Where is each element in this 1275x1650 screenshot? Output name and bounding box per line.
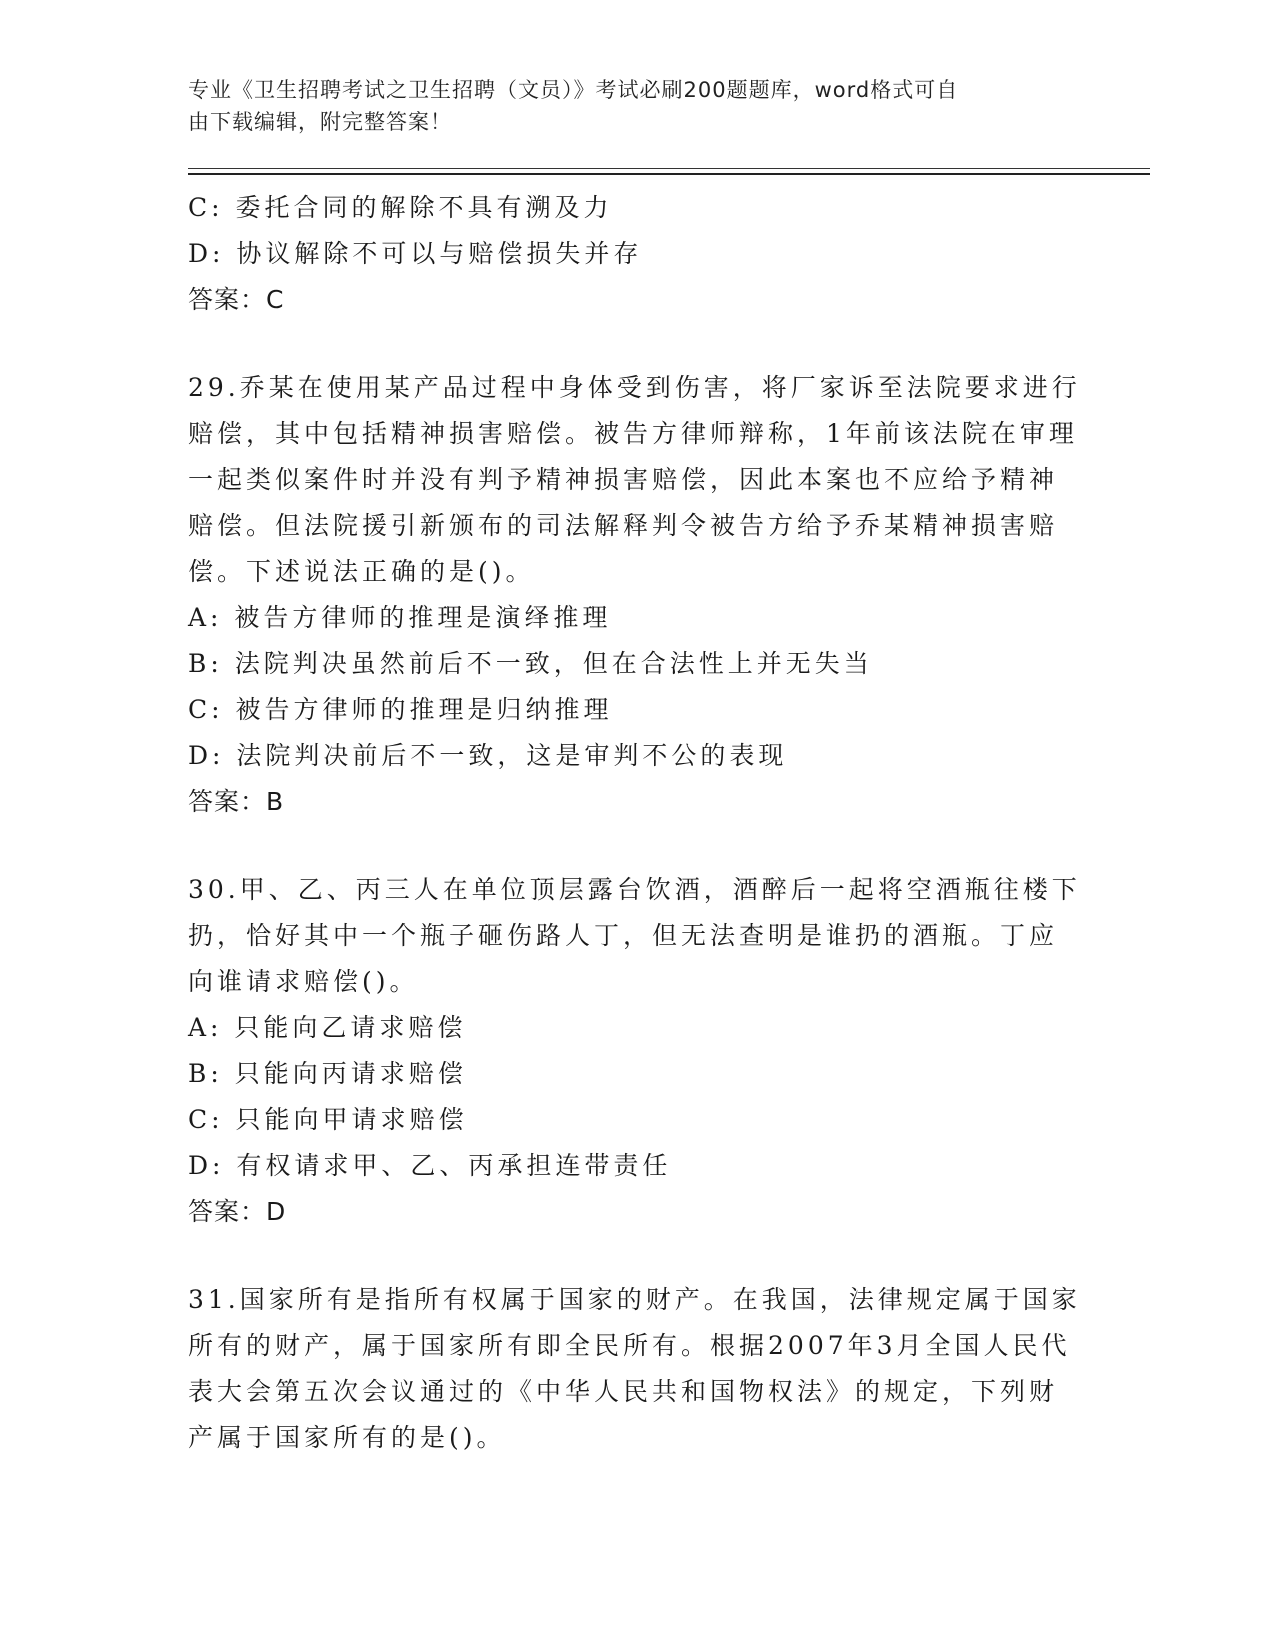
question-text-line: 31.国家所有是指所有权属于国家的财产。在我国，法律规定属于国家: [188, 1285, 1081, 1314]
option-b: B: 法院判决虽然前后不一致，但在合法性上并无失当: [188, 649, 873, 678]
option-a: A: 只能向乙请求赔偿: [188, 1013, 467, 1042]
option-d: D: 有权请求甲、乙、丙承担连带责任: [188, 1151, 672, 1180]
option-c: C: 委托合同的解除不具有溯及力: [188, 193, 613, 222]
document-header: [188, 74, 1068, 138]
answer-line: 答案：C: [188, 285, 285, 314]
question-text: [188, 365, 1088, 595]
option-d: D: 法院判决前后不一致，这是审判不公的表现: [188, 741, 788, 770]
document-body: [188, 185, 1088, 1461]
question-text: [188, 1277, 1088, 1461]
header-title-line-2: 由下载编辑，附完整答案！: [188, 110, 452, 134]
question-text-line: 产属于国家所有的是()。: [188, 1423, 506, 1452]
question-text-line: 扔，恰好其中一个瓶子砸伤路人丁，但无法查明是谁扔的酒瓶。丁应: [188, 921, 1059, 950]
question-text-line: 一起类似案件时并没有判予精神损害赔偿，因此本案也不应给予精神: [188, 465, 1059, 494]
question-text-line: 29.乔某在使用某产品过程中身体受到伤害，将厂家诉至法院要求进行: [188, 373, 1081, 402]
prev-question-tail: [188, 185, 1088, 323]
header-divider-thick: [188, 173, 1150, 175]
question-31: [188, 1277, 1088, 1461]
header-title-line-1: 专业《卫生招聘考试之卫生招聘（文员）》考试必刷200题题库，word格式可自: [188, 78, 959, 102]
question-text-line: 向谁请求赔偿()。: [188, 967, 419, 996]
option-d: D: 协议解除不可以与赔偿损失并存: [188, 239, 643, 268]
question-text-line: 30.甲、乙、丙三人在单位顶层露台饮酒，酒醉后一起将空酒瓶往楼下: [188, 875, 1081, 904]
question-text-line: 赔偿。但法院援引新颁布的司法解释判令被告方给予乔某精神损害赔: [188, 511, 1059, 540]
question-text-line: 所有的财产，属于国家所有即全民所有。根据2007年3月全国人民代: [188, 1331, 1071, 1360]
question-text: [188, 867, 1088, 1005]
question-text-line: 赔偿，其中包括精神损害赔偿。被告方律师辩称，1年前该法院在审理: [188, 419, 1078, 448]
option-a: A: 被告方律师的推理是演绎推理: [188, 603, 612, 632]
header-divider-thin: [188, 168, 1150, 169]
option-c: C: 被告方律师的推理是归纳推理: [188, 695, 613, 724]
answer-line: 答案：B: [188, 787, 285, 816]
question-text-line: 偿。下述说法正确的是()。: [188, 557, 535, 586]
question-30: [188, 867, 1088, 1235]
option-c: C: 只能向甲请求赔偿: [188, 1105, 468, 1134]
question-text-line: 表大会第五次会议通过的《中华人民共和国物权法》的规定，下列财: [188, 1377, 1059, 1406]
answer-line: 答案：D: [188, 1197, 287, 1226]
question-29: [188, 365, 1088, 825]
option-b: B: 只能向丙请求赔偿: [188, 1059, 467, 1088]
